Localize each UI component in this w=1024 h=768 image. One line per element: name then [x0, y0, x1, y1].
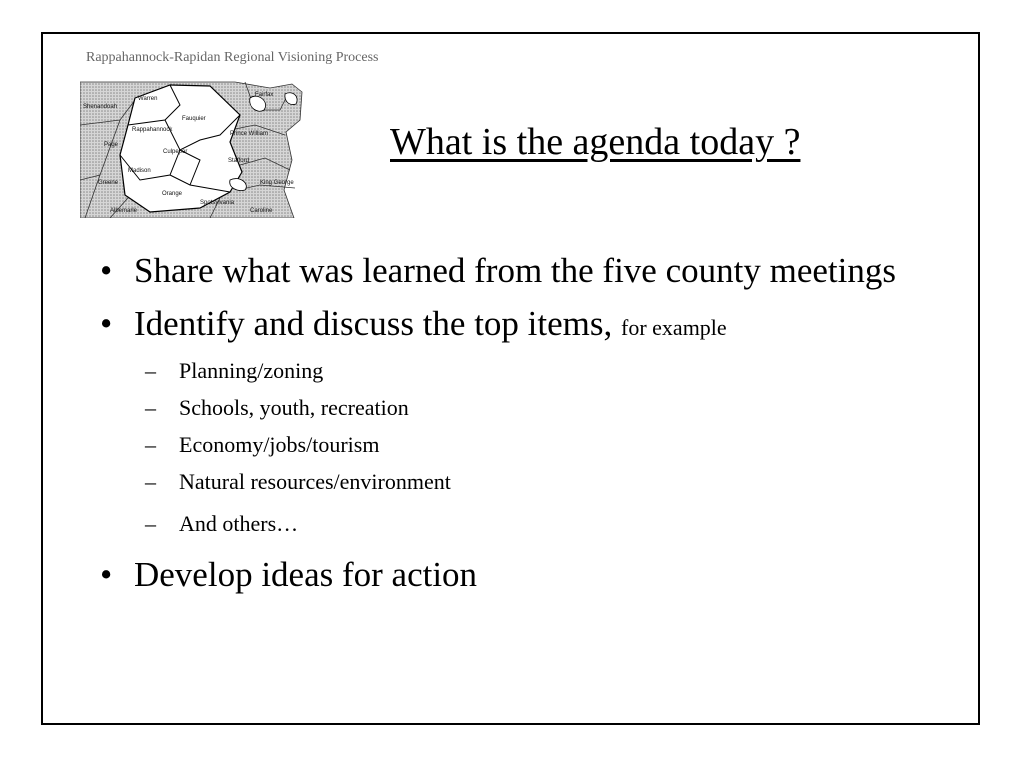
map-label-albemarle: Albemarle: [110, 208, 138, 214]
dash-glyph: –: [145, 358, 156, 383]
sub-bullet-item: [100, 389, 900, 426]
bullet-glyph: •: [100, 304, 113, 343]
map-label-rappahannock: Rappahannock: [132, 127, 173, 133]
bullet-list: [100, 250, 900, 595]
sub-bullet-text: Economy/jobs/tourism: [179, 432, 380, 457]
map-label-king-george: King George: [260, 180, 294, 186]
map-label-stafford: Stafford: [228, 158, 249, 164]
region-map: [80, 80, 303, 218]
map-label-orange: Orange: [162, 191, 183, 197]
map-label-madison: Madison: [128, 168, 151, 174]
bullet-item: [100, 303, 900, 348]
map-label-page: Page: [104, 142, 119, 148]
bullet-glyph: •: [100, 555, 113, 594]
bullet-text: Develop ideas for action: [134, 555, 478, 594]
bullet-note: for example: [621, 315, 727, 340]
sub-bullet-text: Natural resources/environment: [179, 469, 451, 494]
sub-bullet-item: [100, 463, 900, 500]
dash-glyph: –: [145, 395, 156, 420]
sub-bullet-text: Schools, youth, recreation: [179, 395, 409, 420]
map-label-fairfax: Fairfax: [255, 92, 274, 98]
bullet-item: [100, 554, 900, 595]
map-label-warren: Warren: [138, 96, 158, 102]
map-label-caroline: Caroline: [250, 208, 273, 214]
county-map-graphic: [80, 80, 303, 218]
dash-glyph: –: [145, 432, 156, 457]
bullet-item: [100, 250, 900, 291]
bullet-text: Share what was learned from the five county meetings: [134, 251, 896, 290]
map-label-shenandoah: Shenandoah: [83, 104, 118, 110]
sub-bullet-text: And others…: [179, 511, 299, 536]
sub-bullet-item: [100, 352, 900, 389]
map-label-greene: Greene: [98, 180, 119, 186]
bullet-glyph: •: [100, 251, 113, 290]
dash-glyph: –: [145, 511, 156, 536]
dash-glyph: –: [145, 469, 156, 494]
map-label-spotsylvania: Spotsylvania: [200, 200, 235, 206]
bullet-text: Identify and discuss the top items,: [134, 304, 613, 343]
map-label-culpeper: Culpeper: [163, 149, 188, 155]
slide-header: Rappahannock-Rapidan Regional Visioning Process: [86, 50, 379, 65]
slide-title: What is the agenda today ?: [390, 121, 801, 163]
sub-bullet-text: Planning/zoning: [179, 358, 324, 383]
sub-bullet-item: [100, 426, 900, 463]
map-label-prince-william: Prince William: [230, 131, 269, 137]
sub-bullet-item: [100, 505, 900, 542]
map-label-fauquier: Fauquier: [182, 116, 206, 122]
